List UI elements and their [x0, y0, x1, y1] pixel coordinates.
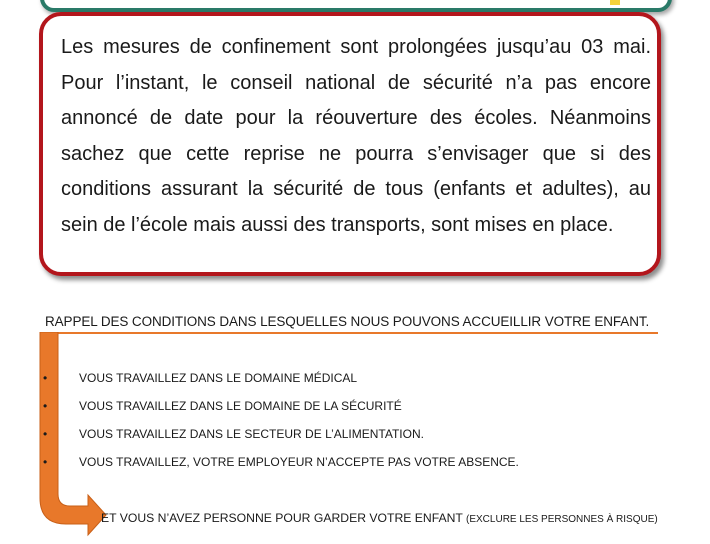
final-condition [101, 511, 658, 525]
yellow-highlight-mark [610, 0, 620, 5]
condition-text: VOUS TRAVAILLEZ DANS LE SECTEUR DE L’ALIMENTATION. [79, 427, 424, 441]
final-condition-text: ET VOUS N’AVEZ PERSONNE POUR GARDER VOTRE ENFANT [101, 511, 467, 525]
condition-text: VOUS TRAVAILLEZ, VOTRE EMPLOYEUR N’ACCEPTE PAS VOTRE ABSENCE. [79, 455, 519, 469]
bullet-icon: • [43, 371, 48, 385]
bullet-icon: • [43, 455, 48, 469]
title-underline [40, 332, 658, 334]
notice-box [39, 12, 661, 276]
notice-text: Les mesures de confinement sont prolongées jusqu’au 03 mai. Pour l’instant, le conseil national de sécurité n’a pas encore annoncé de date pour la réouverture des écoles. Néanmoins sachez que cette reprise ne pourra s’envisager que si des conditions assurant la sécurité de tous (enfants et adultes), au sein de l’école mais aussi des transports, sont mises en place. [61, 36, 651, 236]
rappel-title: RAPPEL DES CONDITIONS DANS LESQUELLES NOUS POUVONS ACCUEILLIR VOTRE ENFANT. [45, 314, 650, 329]
condition-text: VOUS TRAVAILLEZ DANS LE DOMAINE MÉDICAL [79, 371, 358, 385]
bullet-icon: • [43, 427, 48, 441]
top-info-box [40, 0, 672, 12]
bullet-icon: • [43, 399, 48, 413]
condition-text: VOUS TRAVAILLEZ DANS LE DOMAINE DE LA SÉCURITÉ [79, 399, 402, 413]
final-condition-note: (EXCLURE LES PERSONNES À RISQUE) [466, 514, 658, 525]
